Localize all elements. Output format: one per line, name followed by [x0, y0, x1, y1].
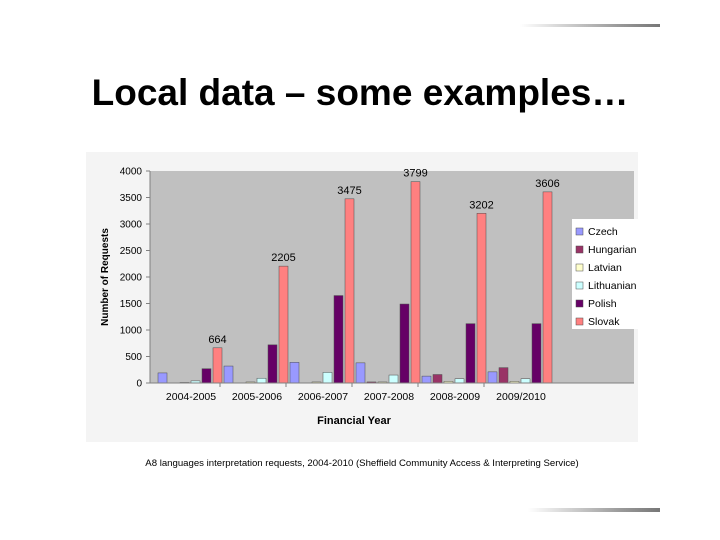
y-tick-label-3500: 3500: [119, 193, 142, 204]
legend-label-polish: Polish: [588, 298, 617, 310]
data-label-2008-2009: 3202: [469, 199, 494, 212]
bar-polish-2005-2006: [268, 345, 277, 383]
y-tick-label-2500: 2500: [119, 246, 142, 257]
y-tick-label-1000: 1000: [119, 325, 142, 337]
legend-swatch-slovak: [576, 318, 583, 325]
legend-swatch-hungarian: [576, 246, 583, 253]
bar-lithuanian-2008-2009: [455, 379, 464, 383]
bar-czech-2009-2010: [488, 372, 497, 383]
y-axis: [120, 167, 150, 390]
bar-polish-2004-2005: [202, 369, 211, 383]
x-axis-title: Financial Year: [317, 415, 391, 427]
bar-chart: [86, 152, 638, 442]
legend-label-hungarian: Hungarian: [588, 244, 637, 256]
bar-polish-2006-2007: [334, 296, 343, 383]
bar-slovak-2008-2009: [477, 213, 486, 383]
legend-label-lithuanian: Lithuanian: [588, 280, 637, 292]
bar-lithuanian-2009-2010: [521, 379, 530, 383]
x-tick-label-2004-2005: 2004-2005: [165, 391, 217, 403]
bar-lithuanian-2007-2008: [389, 375, 398, 383]
top-decorative-line: [520, 24, 660, 27]
legend-swatch-czech: [576, 228, 583, 235]
x-tick-label-2005-2006: 2005-2006: [231, 391, 283, 403]
bar-slovak-2004-2005: [213, 348, 222, 383]
x-tick-label-2009-2010: 2009/2010: [496, 391, 546, 403]
bar-czech-2007-2008: [356, 363, 365, 383]
bar-polish-2008-2009: [466, 324, 475, 383]
y-axis-title: Number of Requests: [100, 228, 111, 326]
data-label-2007-2008: 3799: [403, 167, 428, 180]
x-tick-label-2006-2007: 2006-2007: [297, 391, 349, 403]
bar-slovak-2005-2006: [279, 266, 288, 383]
bar-czech-2006-2007: [290, 362, 299, 383]
y-tick-label-500: 500: [125, 352, 142, 363]
y-tick-label-3000: 3000: [119, 219, 142, 231]
legend-label-latvian: Latvian: [588, 262, 622, 274]
bar-slovak-2006-2007: [345, 199, 354, 383]
bar-polish-2007-2008: [400, 304, 409, 383]
plot-area: [150, 171, 634, 383]
legend-label-slovak: Slovak: [588, 316, 620, 328]
slide-title: Local data – some examples…: [91, 72, 629, 113]
data-label-2009-2010: 3606: [535, 177, 560, 190]
legend-label-czech: Czech: [588, 226, 618, 238]
legend-swatch-lithuanian: [576, 282, 583, 289]
legend-swatch-latvian: [576, 264, 583, 271]
bar-slovak-2009-2010: [543, 192, 552, 383]
bar-hungarian-2008-2009: [433, 375, 442, 383]
bar-czech-2004-2005: [158, 373, 167, 383]
bar-slovak-2007-2008: [411, 182, 420, 383]
y-tick-label-4000: 4000: [119, 166, 142, 178]
y-tick-label-1500: 1500: [119, 299, 142, 310]
bottom-decorative-line: [528, 508, 660, 512]
bar-lithuanian-2006-2007: [323, 372, 332, 383]
y-tick-label-2000: 2000: [119, 272, 142, 284]
bar-czech-2005-2006: [224, 366, 233, 383]
bar-polish-2009-2010: [532, 324, 541, 383]
bar-hungarian-2009-2010: [499, 368, 508, 383]
x-tick-label-2008-2009: 2008-2009: [429, 391, 481, 403]
data-label-2006-2007: 3475: [337, 184, 362, 197]
x-axis: [150, 383, 634, 403]
y-tick-label-0: 0: [136, 378, 142, 390]
bar-czech-2008-2009: [422, 376, 431, 383]
legend-swatch-polish: [576, 300, 583, 307]
chart-caption: A8 languages interpretation requests, 2004-2010 (Sheffield Community Access & Interpreting Service): [145, 458, 579, 469]
data-label-2005-2006: 2205: [271, 252, 296, 265]
x-tick-label-2007-2008: 2007-2008: [363, 391, 415, 403]
bar-lithuanian-2005-2006: [257, 378, 266, 383]
data-label-2004-2005: 664: [208, 333, 227, 346]
